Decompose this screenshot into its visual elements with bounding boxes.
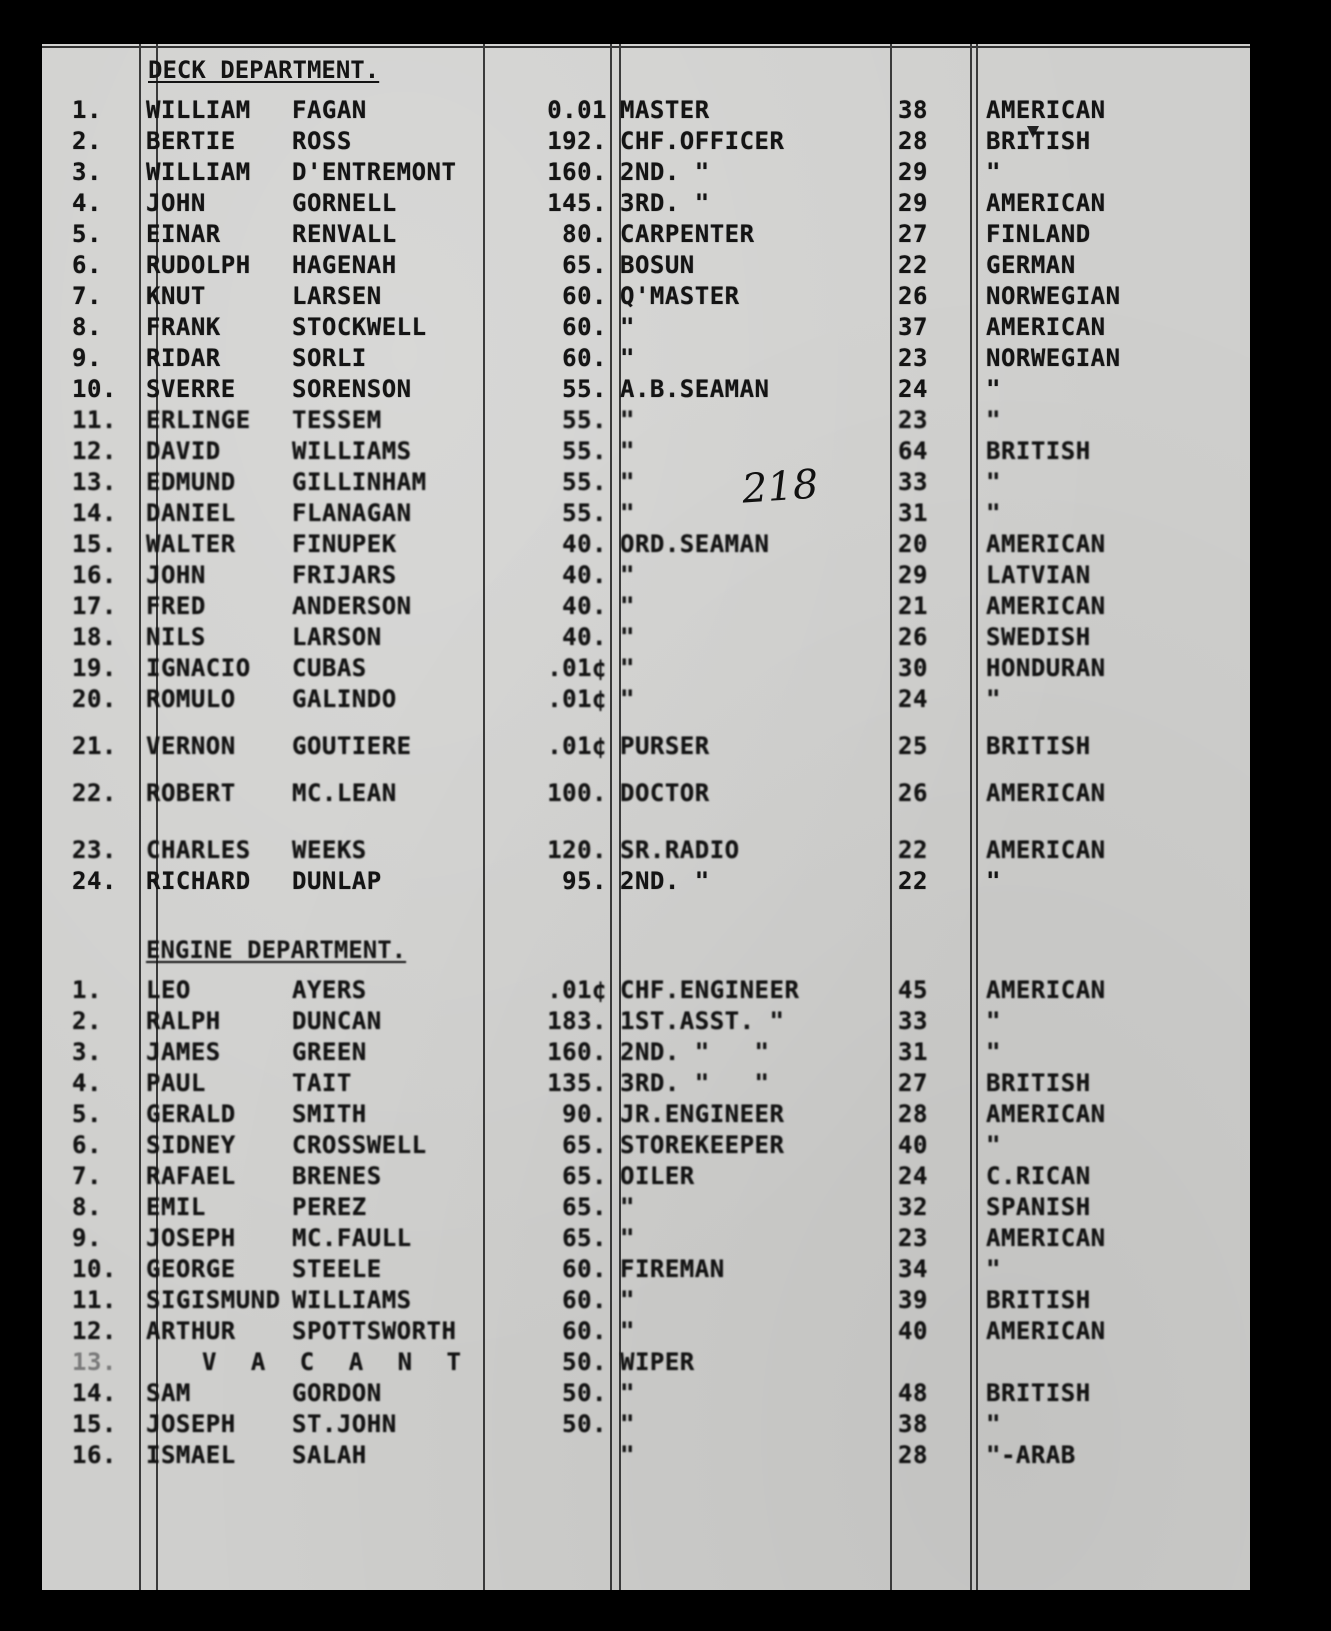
crew-age: 40 [898,1317,928,1345]
crew-first: RICHARD [146,867,251,895]
crew-no: 23. [72,836,117,864]
crew-wage: 0.01 [547,96,607,124]
engine-department-heading: ENGINE DEPARTMENT. [146,936,407,964]
crew-rating: SR.RADIO [620,836,740,864]
crew-nat: AMERICAN [986,779,1106,807]
crew-wage: 55. [562,437,607,465]
crew-first: LEO [146,976,191,1004]
crew-last: SPOTTSWORTH [292,1317,457,1345]
crew-nat: " [986,158,1001,186]
crew-first: EINAR [146,220,221,248]
crew-last: MC.LEAN [292,779,397,807]
crew-no: 8. [72,313,102,341]
crew-rating: OILER [620,1162,695,1190]
crew-nat: " [986,1038,1001,1066]
crew-last: BRENES [292,1162,382,1190]
crew-nat: C.RICAN [986,1162,1091,1190]
crew-rating: " [620,623,635,651]
crew-rating: " [620,1224,635,1252]
crew-rating: " [620,561,635,589]
crew-no: 9. [72,344,102,372]
crew-first: PAUL [146,1069,206,1097]
crew-rating: 3RD. " [620,189,710,217]
crew-rating: CHF.OFFICER [620,127,785,155]
crew-wage: 100. [547,779,607,807]
top-rule [42,46,1250,48]
crew-first: GERALD [146,1100,236,1128]
crew-first: SVERRE [146,375,236,403]
crew-first: DANIEL [146,499,236,527]
crew-wage: 60. [562,344,607,372]
crew-last: RENVALL [292,220,397,248]
crew-rating: " [620,685,635,713]
crew-nat: HONDURAN [986,654,1106,682]
crew-wage: 60. [562,1317,607,1345]
crew-no: 15. [72,1410,117,1438]
crew-first: WILLIAM [146,158,251,186]
crew-first: ERLINGE [146,406,251,434]
crew-wage: 60. [562,1255,607,1283]
crew-rating: " [620,437,635,465]
crew-nat: " [986,685,1001,713]
crew-no: 24. [72,867,117,895]
crew-rating: A.B.SEAMAN [620,375,770,403]
crew-wage: 183. [547,1007,607,1035]
crew-age: 24 [898,685,928,713]
crew-rating: STOREKEEPER [620,1131,785,1159]
crew-first: RAFAEL [146,1162,236,1190]
crew-last: CROSSWELL [292,1131,427,1159]
crew-nat: AMERICAN [986,189,1106,217]
crew-first: RUDOLPH [146,251,251,279]
crew-wage: 95. [562,867,607,895]
crew-nat: BRITISH [986,1069,1091,1097]
crew-last: WILLIAMS [292,437,412,465]
crew-no: 4. [72,189,102,217]
crew-first: IGNACIO [146,654,251,682]
crew-wage: 40. [562,592,607,620]
crew-no: 16. [72,1441,117,1469]
crew-wage: 65. [562,1162,607,1190]
crew-last: GALINDO [292,685,397,713]
crew-rating: " [620,1379,635,1407]
crew-age: 27 [898,220,928,248]
crew-no: 11. [72,1286,117,1314]
crew-no: 7. [72,1162,102,1190]
crew-nat: SWEDISH [986,623,1091,651]
crew-age: 24 [898,1162,928,1190]
crew-first: WALTER [146,530,236,558]
crew-rating: 2ND. " [620,158,710,186]
crew-wage: 65. [562,1193,607,1221]
crew-rating: CHF.ENGINEER [620,976,800,1004]
crew-no: 6. [72,251,102,279]
crew-nat: SPANISH [986,1193,1091,1221]
crew-last: WILLIAMS [292,1286,412,1314]
crew-no: 10. [72,375,117,403]
crew-nat: AMERICAN [986,1317,1106,1345]
crew-first: VERNON [146,732,236,760]
crew-wage: 80. [562,220,607,248]
crew-last: PEREZ [292,1193,367,1221]
crew-rating: " [620,1193,635,1221]
crew-wage: 120. [547,836,607,864]
crew-first: RALPH [146,1007,221,1035]
crew-age: 24 [898,375,928,403]
crew-rating: " [620,313,635,341]
crew-rating: ORD.SEAMAN [620,530,770,558]
crew-wage: 65. [562,1131,607,1159]
crew-rating: " [620,344,635,372]
column-rule [610,44,612,1590]
crew-wage: 90. [562,1100,607,1128]
crew-nat: AMERICAN [986,1224,1106,1252]
crew-wage: 55. [562,406,607,434]
crew-last: CUBAS [292,654,367,682]
crew-age: 28 [898,127,928,155]
crew-last: GORNELL [292,189,397,217]
crew-no: 9. [72,1224,102,1252]
crew-no: 5. [72,220,102,248]
crew-nat: NORWEGIAN [986,344,1121,372]
crew-last: MC.FAULL [292,1224,412,1252]
crew-rating: " [620,499,635,527]
crew-nat: " [986,406,1001,434]
crew-age: 32 [898,1193,928,1221]
crew-first: V A C A N T [202,1348,471,1376]
crew-last: D'ENTREMONT [292,158,457,186]
column-rule [139,44,141,1590]
crew-wage: .01¢ [547,732,607,760]
crew-nat: "-ARAB [986,1441,1076,1469]
crew-rating: " [620,1441,635,1469]
crew-nat: GERMAN [986,251,1076,279]
crew-nat: AMERICAN [986,836,1106,864]
crew-age: 26 [898,779,928,807]
crew-age: 22 [898,867,928,895]
crew-rating: " [620,1317,635,1345]
crew-age: 38 [898,1410,928,1438]
crew-age: 22 [898,836,928,864]
crew-no: 1. [72,96,102,124]
crew-last: LARSEN [292,282,382,310]
crew-wage: 40. [562,623,607,651]
crew-wage: 50. [562,1410,607,1438]
crew-wage: 55. [562,375,607,403]
crew-age: 26 [898,282,928,310]
crew-last: DUNLAP [292,867,382,895]
crew-nat: FINLAND [986,220,1091,248]
crew-age: 45 [898,976,928,1004]
crew-no: 5. [72,1100,102,1128]
crew-age: 26 [898,623,928,651]
crew-last: FRIJARS [292,561,397,589]
crew-last: FLANAGAN [292,499,412,527]
crew-rating: " [620,1410,635,1438]
crew-no: 8. [72,1193,102,1221]
crew-age: 28 [898,1100,928,1128]
crew-age: 25 [898,732,928,760]
crew-last: GORDON [292,1379,382,1407]
crew-age: 29 [898,561,928,589]
crew-wage: 160. [547,1038,607,1066]
crew-last: GILLINHAM [292,468,427,496]
crew-wage: 160. [547,158,607,186]
crew-no: 6. [72,1131,102,1159]
crew-first: ISMAEL [146,1441,236,1469]
crew-rating: 3RD. " " [620,1069,770,1097]
deck-department-heading: DECK DEPARTMENT. [148,56,380,84]
crew-nat: AMERICAN [986,530,1106,558]
crew-first: WILLIAM [146,96,251,124]
crew-rating: MASTER [620,96,710,124]
crew-rating: CARPENTER [620,220,755,248]
crew-no: 19. [72,654,117,682]
crew-nat: BRITISH [986,1379,1091,1407]
crew-rating: WIPER [620,1348,695,1376]
crew-last: AYERS [292,976,367,1004]
crew-last: ROSS [292,127,352,155]
crew-first: SIGISMUND [146,1286,281,1314]
crew-first: JOHN [146,561,206,589]
crew-first: RIDAR [146,344,221,372]
crew-no: 3. [72,158,102,186]
crew-rating: DOCTOR [620,779,710,807]
crew-nat: AMERICAN [986,592,1106,620]
crew-wage: 40. [562,530,607,558]
crew-rating: " [620,406,635,434]
column-rule [483,44,485,1590]
crew-first: ARTHUR [146,1317,236,1345]
crew-nat: LATVIAN [986,561,1091,589]
crew-last: LARSON [292,623,382,651]
crew-rating: 2ND. " " [620,1038,770,1066]
crew-nat: AMERICAN [986,96,1106,124]
crew-first: KNUT [146,282,206,310]
crew-no: 2. [72,127,102,155]
crew-rating: Q'MASTER [620,282,740,310]
crew-no: 20. [72,685,117,713]
crew-last: TESSEM [292,406,382,434]
crew-first: FRED [146,592,206,620]
column-rule [970,44,972,1590]
column-rule [890,44,892,1590]
crew-age: 23 [898,1224,928,1252]
crew-nat: AMERICAN [986,313,1106,341]
crew-no: 14. [72,499,117,527]
crew-age: 33 [898,468,928,496]
crew-nat: " [986,1007,1001,1035]
crew-nat: AMERICAN [986,976,1106,1004]
crew-rating: JR.ENGINEER [620,1100,785,1128]
crew-first: CHARLES [146,836,251,864]
crew-first: ROMULO [146,685,236,713]
crew-wage: 50. [562,1348,607,1376]
crew-no: 3. [72,1038,102,1066]
crew-first: FRANK [146,313,221,341]
crew-nat: BRITISH [986,1286,1091,1314]
crew-first: SIDNEY [146,1131,236,1159]
crew-rating: PURSER [620,732,710,760]
crew-no: 13. [72,468,117,496]
crew-first: JAMES [146,1038,221,1066]
crew-age: 23 [898,406,928,434]
crew-no: 12. [72,1317,117,1345]
crew-nat: BRITISH [986,732,1091,760]
crew-wage: 55. [562,468,607,496]
manifest-page [42,44,1250,1590]
crew-nat: AMERICAN [986,1100,1106,1128]
crew-age: 64 [898,437,928,465]
crew-first: BERTIE [146,127,236,155]
crew-age: 29 [898,189,928,217]
crew-wage: 65. [562,1224,607,1252]
crew-rating: " [620,1286,635,1314]
crew-age: 40 [898,1131,928,1159]
crew-wage: 50. [562,1379,607,1407]
crew-wage: 60. [562,282,607,310]
crew-first: JOHN [146,189,206,217]
crew-last: STOCKWELL [292,313,427,341]
crew-last: FAGAN [292,96,367,124]
crew-last: ANDERSON [292,592,412,620]
crew-wage: 55. [562,499,607,527]
crew-wage: .01¢ [547,976,607,1004]
crew-wage: 65. [562,251,607,279]
crew-last: DUNCAN [292,1007,382,1035]
crew-no: 18. [72,623,117,651]
crew-nat: " [986,468,1001,496]
crew-wage: 192. [547,127,607,155]
crew-age: 37 [898,313,928,341]
crew-last: SORENSON [292,375,412,403]
crew-no: 7. [72,282,102,310]
crew-wage: 135. [547,1069,607,1097]
crew-nat: " [986,867,1001,895]
handwritten-page-number: 218 [740,461,820,513]
crew-rating: " [620,654,635,682]
crew-nat: NORWEGIAN [986,282,1121,310]
crew-rating: FIREMAN [620,1255,725,1283]
crew-age: 34 [898,1255,928,1283]
crew-first: SAM [146,1379,191,1407]
crew-wage: .01¢ [547,685,607,713]
crew-age: 48 [898,1379,928,1407]
crew-last: GOUTIERE [292,732,412,760]
crew-no: 2. [72,1007,102,1035]
crew-age: 33 [898,1007,928,1035]
crew-no: 16. [72,561,117,589]
crew-rating: 1ST.ASST. " [620,1007,785,1035]
crew-age: 30 [898,654,928,682]
crew-last: STEELE [292,1255,382,1283]
crew-age: 27 [898,1069,928,1097]
crew-age: 28 [898,1441,928,1469]
crew-no: 4. [72,1069,102,1097]
crew-no: 21. [72,732,117,760]
crew-no: 12. [72,437,117,465]
crew-nat: " [986,1410,1001,1438]
crew-first: JOSEPH [146,1224,236,1252]
crew-wage: 60. [562,1286,607,1314]
crew-no: 13. [72,1348,117,1376]
crew-no: 22. [72,779,117,807]
crew-last: SMITH [292,1100,367,1128]
crew-wage: 60. [562,313,607,341]
crew-age: 23 [898,344,928,372]
crew-no: 17. [72,592,117,620]
crew-nat: " [986,1131,1001,1159]
crew-age: 21 [898,592,928,620]
column-rule [976,44,978,1590]
crew-nat: " [986,499,1001,527]
crew-wage: .01¢ [547,654,607,682]
crew-last: FINUPEK [292,530,397,558]
crew-first: ROBERT [146,779,236,807]
crew-nat: " [986,375,1001,403]
crew-last: ST.JOHN [292,1410,397,1438]
crew-first: EDMUND [146,468,236,496]
crew-last: HAGENAH [292,251,397,279]
crew-first: DAVID [146,437,221,465]
crew-nat: BRITISH [986,437,1091,465]
crew-age: 20 [898,530,928,558]
crew-no: 14. [72,1379,117,1407]
crew-rating: BOSUN [620,251,695,279]
crew-nat: BRITISH [986,127,1091,155]
crew-age: 39 [898,1286,928,1314]
crew-age: 31 [898,1038,928,1066]
crew-nat: " [986,1255,1001,1283]
crew-no: 11. [72,406,117,434]
crew-first: EMIL [146,1193,206,1221]
crew-last: WEEKS [292,836,367,864]
crew-first: GEORGE [146,1255,236,1283]
crew-last: SALAH [292,1441,367,1469]
crew-wage: 40. [562,561,607,589]
crew-rating: " [620,592,635,620]
crew-last: SORLI [292,344,367,372]
crew-last: TAIT [292,1069,352,1097]
crew-first: JOSEPH [146,1410,236,1438]
crew-no: 1. [72,976,102,1004]
crew-first: NILS [146,623,206,651]
crew-age: 29 [898,158,928,186]
crew-no: 10. [72,1255,117,1283]
crew-age: 22 [898,251,928,279]
crew-age: 31 [898,499,928,527]
crew-last: GREEN [292,1038,367,1066]
crew-rating: 2ND. " [620,867,710,895]
crew-rating: " [620,468,635,496]
crew-age: 38 [898,96,928,124]
crew-wage: 145. [547,189,607,217]
crew-no: 15. [72,530,117,558]
